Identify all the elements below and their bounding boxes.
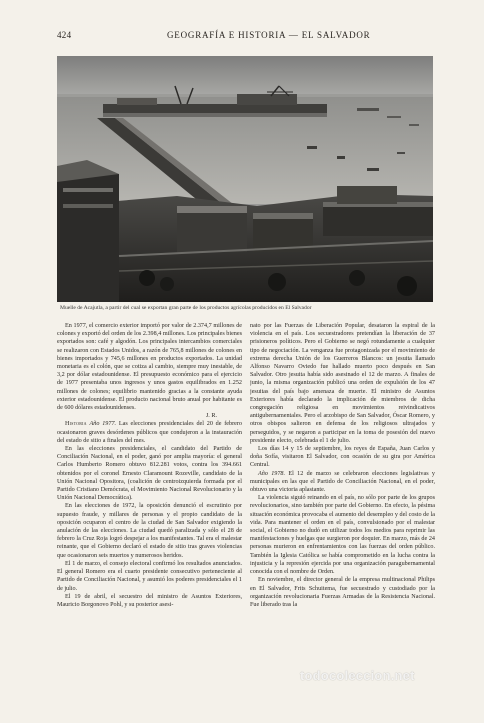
paragraph (250, 470, 435, 495)
year-heading: Año 1978. (258, 470, 286, 477)
paragraph: El 19 de abril, el secuestro del ministro de Asuntos Exteriores, Mauricio Borgonovo Pohl, y su posterior asesi- (57, 593, 242, 608)
year-heading: Año 1977. (89, 421, 117, 428)
text-column-left (57, 322, 242, 694)
paragraph (57, 420, 242, 445)
paragraph: Los días 14 y 15 de septiembre, los reyes de España, Juan Carlos y doña Sofía, visitaron El Salvador, con ocasión de su gira por América Central. (250, 446, 435, 469)
paragraph: En noviembre, el director general de la empresa multinacional Philips en El Salvador, Frits Schuitema, fue secuestrado y custodiado por la organización revolucionaria Fuerzas Armadas de la Resistencia Nacional. Fue liberado tras la (250, 577, 435, 608)
paragraph: El 1 de marzo, el consejo electoral confirmó los resultados anunciados. El general Romero era el cuarto presidente consecutivo perteneciente al Partido de Conciliación Nacional, y asumió los poderes presidenciales el 1 de julio. (57, 560, 242, 592)
photo-caption: Muelle de Acajutla, a partir del cual se exportan gran parte de los productos agrícolas producidos en El Salvador (60, 305, 312, 311)
paragraph-text: Las elecciones presidenciales del 20 de febrero ocasionaron graves desórdenes públicos que condujeron a la instauración del estado de sitio a finales del mes. (57, 421, 242, 444)
paragraph: En las elecciones de 1972, la oposición denunció el escrutinio por supuesto fraude, y millares de personas y el propio candidato de la oposición ocuparon el centro de la ciudad de San Salvador exigiendo la anulación de las elecciones. La ciudad quedó paralizada y sólo el 28 de febrero la Cruz Roja logró despejar a los manifestantes. Tal era el malestar reinante, que el Gobierno declaró el estado de sitio tras graves violencias que ocasionaron seis muertos y numerosos heridos. (57, 503, 242, 559)
running-header (57, 30, 437, 44)
watermark-logo: todocoleccion.net (300, 668, 415, 683)
paragraph: nato por las Fuerzas de Liberación Popular, desataron la espiral de la violencia en el país. Los secuestradores pretendían la liberación de 37 prisioneros políticos. Pero el Gobierno se negó rotundamente a cualquier tipo de negociación. La venganza fue protagonizada por el movimiento de extrema derecha Unión de los Guerreros Blancos: un jesuita llamado Alfonso Navarro Oviedo fue hallado muerto poco después en San Salvador. Otro jesuita había sido asesinado el 12 de marzo. A finales de junio, la misma organización publicó una orden de expulsión de los 47 jesuitas del país bajo amenaza de muerte. El ministro de Asuntos Exteriores había declarado la implicación de miembros de dicha congregación religiosa en movimientos reivindicativos antigubernamentales. Pero el arzobispo de San Salvador, Óscar Romero, y otros obispos salieron en defensa de los religiosos ultrajados y perseguidos, y se negaron a participar en la toma de posesión del nuevo presidente electo, celebrada el 1 de julio. (250, 323, 435, 444)
paragraph: La violencia siguió reinando en el país, no sólo por parte de los grupos revolucionarios, sino también por parte del Gobierno. En efecto, la pésima situación económica provocaba el aumento del desempleo y del costo de la vida. Para mantener el orden en el país, convulsionado por el malestar social, el Gobierno no dudó en utilizar todos los medios para reprimir las manifestaciones y huelgas que surgieron por doquier. En marzo, más de 24 personas murieron en enfrentamientos con las fuerzas del orden público. También la Iglesia Católica se había comprometido en la lucha contra la injusticia y la represión ejercida por una organización paragubernamental conocida con el nombre de Orden. (250, 495, 435, 576)
author-signature: J. R. (205, 413, 217, 420)
paragraph-text: El 12 de marzo se celebraron elecciones legislativas y municipales en las que el Partido de Conciliación Nacional, en el poder, obtuvo una victoria aplastante. (250, 470, 435, 494)
text-column-right (250, 322, 435, 694)
paragraph: En 1977, el comercio exterior importó por valor de 2.374,7 millones de colones y exportó del orden de los 2.398,4 millones. Los principales bienes exportados son: café y algodón. Los principales intercambios comerciales se realizaron con Estados Unidos, a razón de 765,8 millones de colones en bienes importados y 745,6 millones en productos exportados. La unidad monetaria es el colón, que se cotiza al cambio, siempre muy inestable, de 3,2 por dólar estadounidense. El presupuesto económico para el ejercicio de 1977 presentaba unos ingresos y unos gastos equilibrados en 1.252 millones de colones; equilibrio mantenido gracias a la constante ayuda exterior estadounidense. El producto nacional bruto anual por habitante es de 600 dólares estadounidenses. (57, 323, 242, 412)
acajutla-pier-photo (57, 56, 433, 302)
page-number: 424 (57, 30, 72, 40)
running-title: GEOGRAFÍA E HISTORIA — EL SALVADOR (167, 30, 371, 40)
section-heading: Historia (65, 421, 87, 428)
paragraph: En las elecciones presidenciales, el candidato del Partido de Conciliación Nacional, en el poder, ganó por amplia mayoría: el general Carlos Humberto Romero obtuvo 812.281 votos, contra los 394.661 obtenidos por el coronel Ernesto Claramount Rozeville, candidato de la Unión Nacional Opositora, (coalición de centroizquierda formada por el Partido Cristiano Demócrata, el Movimiento Nacional Revolucionario y la Unión Nacional Democrática). (57, 446, 242, 502)
